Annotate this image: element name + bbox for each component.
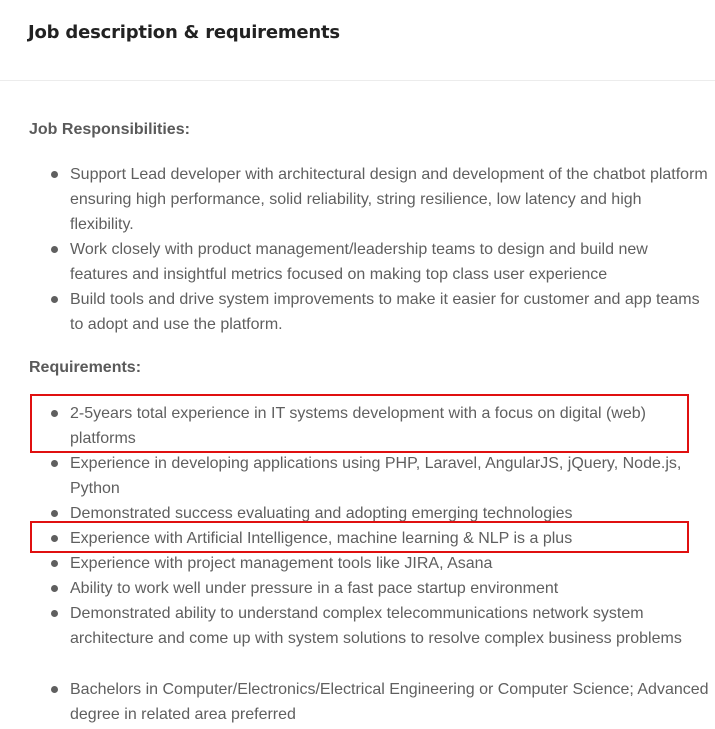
- responsibilities-list: [0, 162, 715, 337]
- list-item-text: Demonstrated success evaluating and adopting emerging technologies: [70, 505, 573, 522]
- bullet-icon: [51, 686, 58, 693]
- list-item-text: Demonstrated ability to understand complex telecommunications network system architecture and come up with system solutions to resolve complex business problems: [70, 605, 682, 647]
- bullet-icon: [51, 610, 58, 617]
- bullet-icon: [51, 460, 58, 467]
- list-item: [0, 162, 715, 237]
- bullet-icon: [51, 246, 58, 253]
- list-item-text: Experience with Artificial Intelligence, machine learning & NLP is a plus: [70, 530, 573, 547]
- list-item: [0, 601, 715, 651]
- requirements-heading: Requirements:: [29, 359, 142, 376]
- list-item-text: Work closely with product management/leadership teams to design and build new features and insightful metrics focused on making top class user experience: [70, 241, 648, 283]
- bullet-icon: [51, 410, 58, 417]
- list-item-text: Build tools and drive system improvements to make it easier for customer and app teams to adopt and use the platform.: [70, 291, 700, 333]
- list-item: [0, 677, 715, 727]
- list-item: [0, 451, 715, 501]
- bullet-icon: [51, 560, 58, 567]
- requirements-list: [0, 401, 715, 651]
- bullet-icon: [51, 510, 58, 517]
- bullet-icon: [51, 296, 58, 303]
- list-item-text: Experience with project management tools like JIRA, Asana: [70, 555, 493, 572]
- list-item-text: Ability to work well under pressure in a fast pace startup environment: [70, 580, 559, 597]
- list-item-text: Experience in developing applications using PHP, Laravel, AngularJS, jQuery, Node.js, Python: [70, 455, 682, 497]
- page-header: [0, 0, 715, 81]
- list-item: [0, 501, 715, 526]
- requirements-extra-list: [0, 677, 715, 727]
- list-item: [0, 526, 715, 551]
- list-item: [0, 237, 715, 287]
- bullet-icon: [51, 585, 58, 592]
- page-title: Job description & requirements: [28, 22, 340, 43]
- list-item-text: Bachelors in Computer/Electronics/Electrical Engineering or Computer Science; Advanced degree in related area preferred: [70, 681, 709, 723]
- responsibilities-heading: Job Responsibilities:: [29, 121, 190, 138]
- list-item: [0, 576, 715, 601]
- list-item: [0, 287, 715, 337]
- list-item-text: Support Lead developer with architectural design and development of the chatbot platform ensuring high performance, solid reliability, string resilience, low latency and high flexibility.: [70, 166, 708, 233]
- bullet-icon: [51, 171, 58, 178]
- list-item-text: 2-5years total experience in IT systems development with a focus on digital (web) platforms: [70, 405, 646, 447]
- list-item: [0, 551, 715, 576]
- bullet-icon: [51, 535, 58, 542]
- list-item: [0, 401, 715, 451]
